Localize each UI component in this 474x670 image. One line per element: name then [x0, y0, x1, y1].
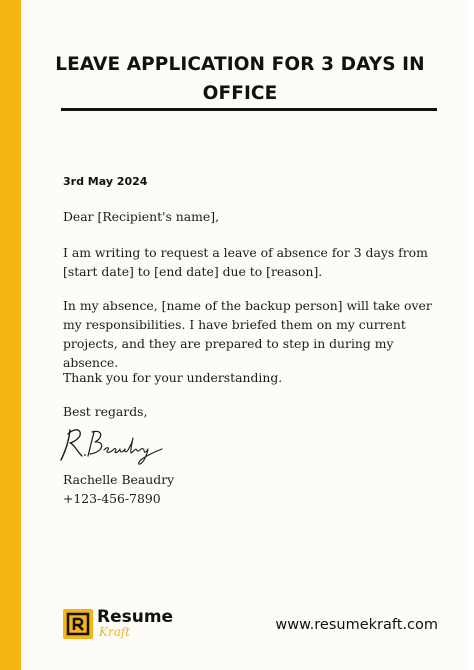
letter-paragraph-2: In my absence, [name of the backup person] will take over my responsibilities. I have briefed them on my current projects, and they are prepared to step in during my absence. [63, 298, 432, 370]
website-link[interactable]: www.resumekraft.com [275, 617, 438, 633]
letter-paragraph-3: Thank you for your understanding. [63, 370, 283, 385]
logo-word-kraft: Kraft [99, 625, 131, 639]
letter-greeting: Dear [Recipient's name], [63, 209, 220, 224]
letter-closing: Best regards, [63, 404, 148, 419]
signer-phone: +123-456-7890 [63, 491, 161, 506]
letter-date: 3rd May 2024 [63, 175, 148, 188]
accent-bar [0, 0, 21, 670]
logo-mark-icon [63, 609, 93, 639]
page-edge [468, 0, 474, 670]
letter-paragraph-1: I am writing to request a leave of absence for 3 days from [start date] to [end date] due to [reason]. [63, 245, 428, 279]
title-divider [61, 108, 437, 111]
signer-name: Rachelle Beaudry [63, 472, 175, 487]
resume-kraft-logo [63, 608, 173, 639]
page-title: LEAVE APPLICATION FOR 3 DAYS IN OFFICE [55, 54, 425, 104]
handwritten-signature [58, 422, 168, 466]
logo-word-resume: Resume [97, 607, 174, 627]
